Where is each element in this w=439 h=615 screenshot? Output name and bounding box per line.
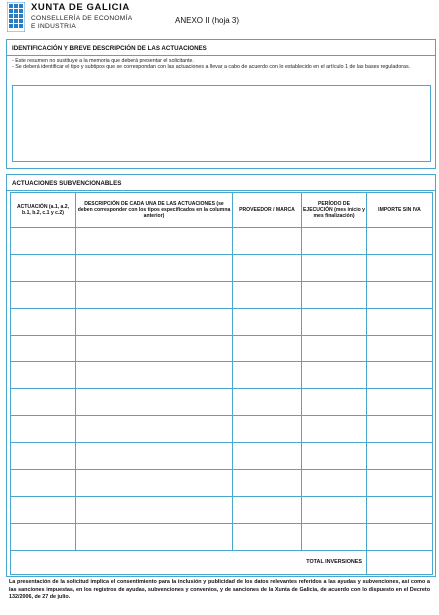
table-row	[11, 228, 433, 255]
importe-cell[interactable]	[367, 523, 433, 550]
summary-title: IDENTIFICACIÓN Y BREVE DESCRIPCIÓN DE LAS ACTUACIONES	[12, 45, 207, 52]
col-header-actuacion: ACTUACIÓN (a.1, a.2, b.1, b.2, c.1 y c.2)	[11, 193, 76, 228]
xunta-logo-icon	[7, 2, 25, 32]
col-header-descripcion: DESCRIPCIÓN DE CADA UNA DE LAS ACTUACIONES (se deben corresponder con los tipos especificados en la columna anterior)	[76, 193, 233, 228]
proveedor-cell[interactable]	[233, 228, 302, 255]
table-row	[11, 335, 433, 362]
proveedor-cell[interactable]	[233, 389, 302, 416]
footer-legal-text: La presentación de la solicitud implica el consentimiento para la inclusión y publicidad de los datos relevantes referidos a las ayudas y subvenciones, así como a las sanciones impuestas, en los registros de ayudas, subvenciones y convenios, y de sanciones de la Xunta de Galicia, de acuerdo con lo dispuesto en el Decreto 132/2006, de 27 de julio.	[9, 579, 430, 600]
table-header-row	[11, 193, 433, 228]
table-row	[11, 362, 433, 389]
actuacion-cell[interactable]	[11, 362, 76, 389]
summary-note-2: - Se deberá identificar el tipo y subtipos que se correspondan con las actuaciones a llevar a cabo de acuerdo con lo establecido en el artículo 1 de las bases reguladoras.	[12, 64, 411, 71]
periodo-cell[interactable]	[302, 335, 367, 362]
actuacion-cell[interactable]	[11, 443, 76, 470]
summary-text-field[interactable]	[12, 85, 431, 162]
actuacion-cell[interactable]	[11, 523, 76, 550]
actuacion-cell[interactable]	[11, 496, 76, 523]
actions-section	[6, 174, 436, 577]
periodo-cell[interactable]	[302, 362, 367, 389]
periodo-cell[interactable]	[302, 308, 367, 335]
descripcion-cell[interactable]	[76, 335, 233, 362]
importe-cell[interactable]	[367, 496, 433, 523]
brand-name: XUNTA DE GALICIA	[31, 2, 130, 13]
table-row	[11, 308, 433, 335]
importe-cell[interactable]	[367, 228, 433, 255]
table-row	[11, 443, 433, 470]
proveedor-cell[interactable]	[233, 523, 302, 550]
periodo-cell[interactable]	[302, 228, 367, 255]
descripcion-cell[interactable]	[76, 523, 233, 550]
table-row	[11, 281, 433, 308]
periodo-cell[interactable]	[302, 470, 367, 497]
importe-cell[interactable]	[367, 470, 433, 497]
descripcion-cell[interactable]	[76, 443, 233, 470]
importe-cell[interactable]	[367, 416, 433, 443]
descripcion-cell[interactable]	[76, 496, 233, 523]
actuacion-cell[interactable]	[11, 416, 76, 443]
department-line-2: E INDUSTRIA	[31, 22, 77, 30]
col-header-periodo: PERÍODO DE EJECUCIÓN (mes inicio y mes finalización)	[302, 193, 367, 228]
total-amount-field[interactable]	[367, 550, 433, 574]
descripcion-cell[interactable]	[76, 389, 233, 416]
periodo-cell[interactable]	[302, 523, 367, 550]
table-row	[11, 254, 433, 281]
page-header	[7, 2, 437, 36]
importe-cell[interactable]	[367, 389, 433, 416]
periodo-cell[interactable]	[302, 416, 367, 443]
proveedor-cell[interactable]	[233, 254, 302, 281]
importe-cell[interactable]	[367, 254, 433, 281]
actuacion-cell[interactable]	[11, 470, 76, 497]
department-name	[31, 15, 132, 30]
proveedor-cell[interactable]	[233, 281, 302, 308]
proveedor-cell[interactable]	[233, 362, 302, 389]
actuacion-cell[interactable]	[11, 228, 76, 255]
table-row	[11, 496, 433, 523]
summary-divider	[7, 55, 435, 56]
proveedor-cell[interactable]	[233, 308, 302, 335]
periodo-cell[interactable]	[302, 496, 367, 523]
table-row	[11, 389, 433, 416]
actuacion-cell[interactable]	[11, 308, 76, 335]
table-row	[11, 523, 433, 550]
periodo-cell[interactable]	[302, 389, 367, 416]
total-label: TOTAL INVERSIONES	[11, 550, 367, 574]
actuacion-cell[interactable]	[11, 335, 76, 362]
actuacion-cell[interactable]	[11, 254, 76, 281]
descripcion-cell[interactable]	[76, 362, 233, 389]
proveedor-cell[interactable]	[233, 443, 302, 470]
actuacion-cell[interactable]	[11, 281, 76, 308]
table-body	[11, 228, 433, 551]
department-line-1: CONSELLERÍA DE ECONOMÍA	[31, 15, 133, 22]
importe-cell[interactable]	[367, 281, 433, 308]
importe-cell[interactable]	[367, 362, 433, 389]
actions-title: ACTUACIONES SUBVENCIONABLES	[12, 180, 122, 187]
descripcion-cell[interactable]	[76, 308, 233, 335]
importe-cell[interactable]	[367, 308, 433, 335]
col-header-importe: IMPORTE SIN IVA	[367, 193, 433, 228]
proveedor-cell[interactable]	[233, 470, 302, 497]
periodo-cell[interactable]	[302, 254, 367, 281]
descripcion-cell[interactable]	[76, 416, 233, 443]
periodo-cell[interactable]	[302, 443, 367, 470]
periodo-cell[interactable]	[302, 281, 367, 308]
importe-cell[interactable]	[367, 335, 433, 362]
proveedor-cell[interactable]	[233, 335, 302, 362]
descripcion-cell[interactable]	[76, 470, 233, 497]
actions-table	[10, 192, 433, 575]
descripcion-cell[interactable]	[76, 254, 233, 281]
total-row	[11, 550, 433, 574]
summary-note-1: - Este resumen no sustituye a la memoria que deberá presentar el solicitante.	[12, 58, 194, 64]
table-row	[11, 416, 433, 443]
descripcion-cell[interactable]	[76, 228, 233, 255]
summary-notes	[12, 58, 432, 71]
summary-section	[6, 39, 436, 169]
descripcion-cell[interactable]	[76, 281, 233, 308]
proveedor-cell[interactable]	[233, 496, 302, 523]
importe-cell[interactable]	[367, 443, 433, 470]
actions-divider	[7, 190, 435, 191]
annex-label: ANEXO II (hoja 3)	[175, 16, 240, 25]
actuacion-cell[interactable]	[11, 389, 76, 416]
col-header-proveedor: PROVEEDOR / MARCA	[233, 193, 302, 228]
proveedor-cell[interactable]	[233, 416, 302, 443]
table-row	[11, 470, 433, 497]
